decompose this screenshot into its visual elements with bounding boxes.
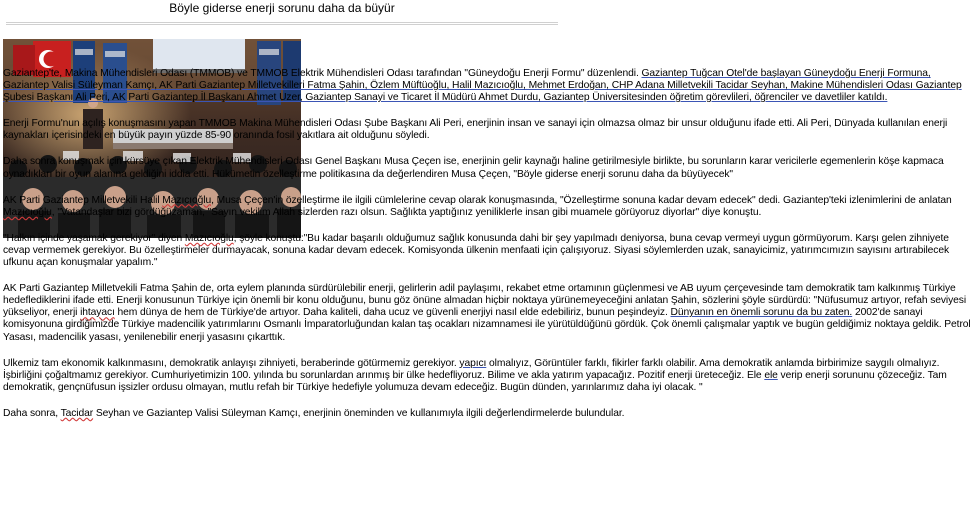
headline: Böyle giderse enerji sorunu daha da büyür	[169, 1, 395, 15]
paragraph-5: "Halkın içinde yaşamak gerekiyor" diyen Mazıcıoğlu, şöyle konuştu:"Bu kadar başarılı olduğumuz sağlık konusunda dahi bir şey yapılmadı deniyorsa, buna cevap vermeyi uygun görmüyorum. Karşı gelen zihniyete cevap vermemek gerekiyor. Bu özelleştirmeler durmayacak, sonuna kadar devam edecek. Komisyonda ülkenin menfaati için çalışıyoruz. Siyasi söylemlerden uzak, sanayicimiz, yatırımcımızın sayısını artırabilecek ufkunu açan konuşmalar yapalım."	[3, 232, 949, 269]
headline-box	[6, 0, 558, 25]
paragraph-3: Daha sonra konuşmak için kürsüye çıkan Elektrik Mühendisleri Odası Genel Başkanı Musa Çeçen ise, enerjinin gelir kaynağı haline getirilmesiyle birlikte, bu sorunların karar vericilerle egemenlerin köşe kapmaca oynadıkları bir oyun alanına geldiğini iddia etti. Hükümetin özelleştirme politikasına da değerlendiren Musa Çeçen, "Böyle giderse enerji sorunu daha da büyüyecek"	[3, 156, 944, 180]
paragraph-6: AK Parti Gaziantep Milletvekili Fatma Şahin de, orta eylem planında sürdürülebilir enerji, gelirlerin adil paylaşımı, rekabet etme ortamının güçlenmesi ve AB uyum çerçevesinde tam demokratik tam kalkınmış Türkiye hedeflediklerini ifade etti. Enerji konusunun Türkiye için önemli bir konu olduğunu, bunu göz önüne almadan hiçbir noktaya yürünemeyeceğini anlatan Şahin, sözlerini şöyle sürdürdü: "Nüfusumuz artıyor, refah seviyesi yükseliyor, enerji ihtayacı hem dünya de hem de Türkiye'de artıyor. Daha kaliteli, daha ucuz ve güvenli enerjiyi nasıl elde edebiliriz, bunun peşindeyiz. Dünyanın en önemli sorunu da bu zaten. 2002'de sanayi komisyonuna girdiğimizde Türkiye madencilik yatırımlarını Osmanlı İmparatorluğundan kalan taş ocakları nizamnamesi ile yürütüldüğünü gördük. Çok önemli çalışmalar yaptık ve bugün geldiğimiz noktaya geldik. Petrol Yasası, madencilik yasası, yenilenebilir enerji yasasını çıkarttık.	[3, 283, 971, 343]
linked-attendees: Gaziantep Tuğcan Otel'de başlayan Güneydoğu Enerji Formuna, Gaziantep Valisi Süleyman Kamçı, AK Parti Gaziantep Milletvekilleri Fatma Şahin, Özlem Müftüoğlu, Halil Mazıcıoğlu, Mehmet Erdoğan, CHP Adana Milletvekili Tacidar Seyhan, Makine Mühendisleri Odası Gaziantep Şubesi Başkanı Ali Peri, AK Parti Gaziantep İl Başkanı Ahmet Uzer, Gaziantep Sanayi ve Ticaret İl Müdürü Ahmet Durdu, Gaziantep Üniversitesinden öğretim görevlileri, öğrenciler ve davetliler katıldı.	[3, 68, 962, 104]
paragraph-8: Daha sonra, Tacidar Seyhan ve Gaziantep Valisi Süleyman Kamçı, enerjinin öneminden ve kullanımıyla ilgili değerlendirmelerde bulundular.	[3, 407, 625, 419]
paragraph-2: Enerji Formu'nun açılış konuşmasını yapan TMMOB Makina Mühendisleri Odası Şube Başkanı Ali Peri, enerjinin insan ve sanayi için olmazsa olmaz bir unsur olduğunu ifade etti. Ali Peri, Dünyada kullanılan enerji kaynakları içerisindeki en büyük payın yüzde 85-90 oranında fosil yakıtlara ait olduğunu söyledi.	[3, 118, 948, 142]
paragraph-7: Ulkemiz tam ekonomik kalkınmasını, demokratik anlayışı zihniyeti, beraberinde götürmemiz gerekiyor. yapıcı olmalıyız, Görüntüler farklı, fikirler farklı olabilir. Ama demokratik anlamda birbirimize saygılı olmalıyız. İşbirliğini çoğaltmamız gerekiyor. Cumhuriyetimizin 100. yılında bu sorunlardan arınmış bir ülke hedefliyoruz. Bilime ve akla yatırım yapacağız. Pozitif enerji üreteceğiz. Ele ele verip enerji sorununu çözeceğiz. Tam demokratik, gençnüfusun işsizler ordusu olmayan, mutlu refah bir Türkiye hedefiyle yolumuza devam edeceğiz. Bugün dünden, yarınlarımız daha iyi olacak. "	[3, 357, 947, 393]
paragraph-1: Gaziantep'te, Makina Mühendisleri Odası (TMMOB) ve TMMOB Elektrik Mühendisleri Odası tarafından "Güneydoğu Enerji Formu" düzenlendi. Gaziantep Tuğcan Otel'de başlayan Güneydoğu Enerji Formuna, Gaziantep Valisi Süleyman Kamçı, AK Parti Gaziantep Milletvekilleri Fatma Şahin, Özlem Müftüoğlu, Halil Mazıcıoğlu, Mehmet Erdoğan, CHP Adana Milletvekili Tacidar Seyhan, Makine Mühendisleri Odası Gaziantep Şubesi Başkanı Ali Peri, AK Parti Gaziantep İl Başkanı Ahmet Uzer, Gaziantep Sanayi ve Ticaret İl Müdürü Ahmet Durdu, Gaziantep Üniversitesinden öğretim görevlileri, öğrenciler ve davetliler katıldı.	[3, 68, 962, 104]
paragraph-4: AK Parti Gaziantep Milletvekili Halil Mazıcıoğlu, Musa Çeçen'in özelleştirme ile ilgili cümlelerine cevap olarak konuşmasında, "Özelleştirme sonuna kadar devam edecek" dedi. Gaziantep'teki izlenimlerini de anlatan Mazıcıoğlu, "Vatandaşlar bizi gördüğüzaman, "Sayın vekilim Allah sizlerden razı olsun. Sağlıkta yaptığınız yeniliklerle insan gibi muamele görüyoruz diyorlar" diye konuştu.	[3, 194, 952, 218]
article-body	[3, 68, 971, 434]
